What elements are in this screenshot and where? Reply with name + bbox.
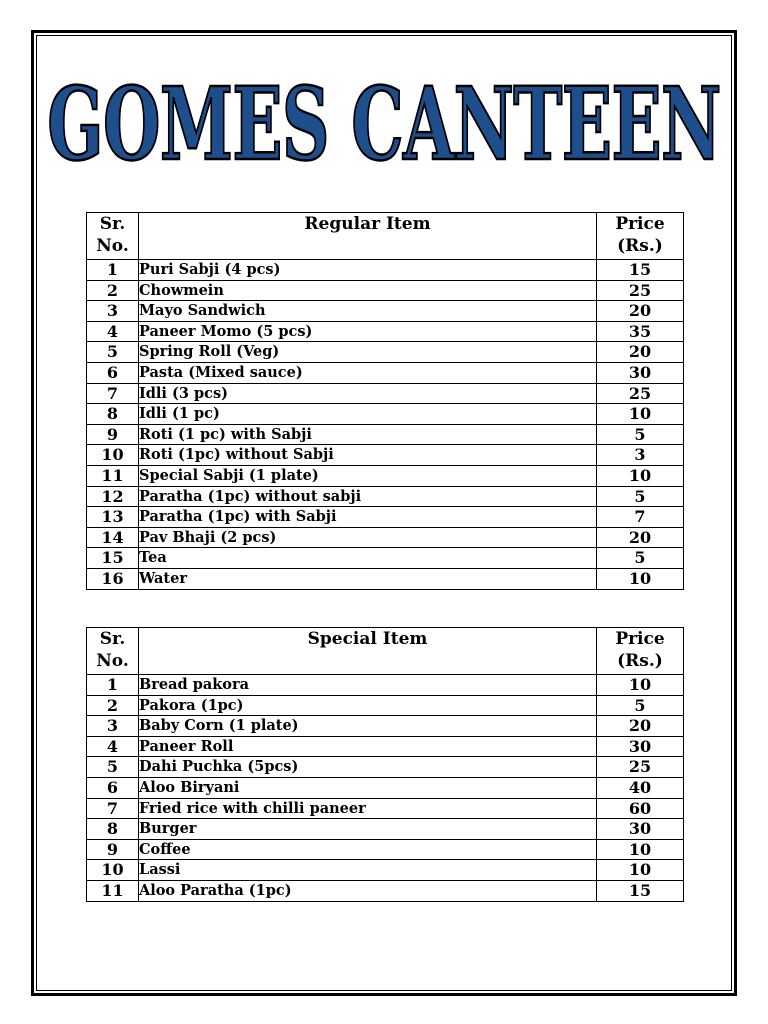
table-row bbox=[87, 819, 684, 840]
title-area bbox=[36, 70, 732, 190]
item-price: 30 bbox=[597, 819, 684, 840]
item-name: Idli (1 pc) bbox=[139, 404, 597, 425]
item-name: Paneer Momo (5 pcs) bbox=[139, 321, 597, 342]
table-row bbox=[87, 880, 684, 901]
item-name: Paratha (1pc) without sabji bbox=[139, 486, 597, 507]
row-number: 3 bbox=[87, 716, 139, 737]
item-name: Mayo Sandwich bbox=[139, 301, 597, 322]
item-name: Dahi Puchka (5pcs) bbox=[139, 757, 597, 778]
table-row bbox=[87, 342, 684, 363]
table-row bbox=[87, 839, 684, 860]
row-number: 1 bbox=[87, 260, 139, 281]
item-name: Pakora (1pc) bbox=[139, 695, 597, 716]
special-items-table bbox=[86, 627, 684, 902]
row-number: 11 bbox=[87, 465, 139, 486]
sr-no-header bbox=[87, 628, 139, 675]
item-price: 40 bbox=[597, 777, 684, 798]
item-price: 5 bbox=[597, 695, 684, 716]
item-name: Bread pakora bbox=[139, 675, 597, 696]
row-number: 4 bbox=[87, 321, 139, 342]
item-price: 35 bbox=[597, 321, 684, 342]
table-row bbox=[87, 507, 684, 528]
price-header-line1: Price bbox=[615, 214, 665, 234]
row-number: 8 bbox=[87, 819, 139, 840]
row-number: 11 bbox=[87, 880, 139, 901]
item-price: 25 bbox=[597, 757, 684, 778]
item-name: Coffee bbox=[139, 839, 597, 860]
table-row bbox=[87, 362, 684, 383]
row-number: 14 bbox=[87, 527, 139, 548]
row-number: 2 bbox=[87, 695, 139, 716]
regular-items-table bbox=[86, 212, 684, 590]
item-price: 5 bbox=[597, 548, 684, 569]
item-price: 20 bbox=[597, 342, 684, 363]
item-name: Water bbox=[139, 568, 597, 589]
table-row bbox=[87, 695, 684, 716]
item-name: Puri Sabji (4 pcs) bbox=[139, 260, 597, 281]
item-price: 60 bbox=[597, 798, 684, 819]
price-header-line2: (Rs.) bbox=[617, 651, 663, 671]
price-header-line2: (Rs.) bbox=[617, 236, 663, 256]
table-row bbox=[87, 777, 684, 798]
table-row bbox=[87, 527, 684, 548]
item-name: Paratha (1pc) with Sabji bbox=[139, 507, 597, 528]
table-row bbox=[87, 860, 684, 881]
table-row bbox=[87, 548, 684, 569]
row-number: 8 bbox=[87, 404, 139, 425]
item-name: Roti (1 pc) with Sabji bbox=[139, 424, 597, 445]
price-header-line1: Price bbox=[615, 629, 665, 649]
table-row bbox=[87, 280, 684, 301]
row-number: 12 bbox=[87, 486, 139, 507]
table-row bbox=[87, 301, 684, 322]
row-number: 10 bbox=[87, 445, 139, 466]
item-price: 20 bbox=[597, 716, 684, 737]
item-price: 3 bbox=[597, 445, 684, 466]
item-price: 10 bbox=[597, 860, 684, 881]
row-number: 9 bbox=[87, 839, 139, 860]
table-row bbox=[87, 465, 684, 486]
row-number: 5 bbox=[87, 342, 139, 363]
sr-header-line2: No. bbox=[96, 651, 129, 671]
item-price: 10 bbox=[597, 839, 684, 860]
item-name: Fried rice with chilli paneer bbox=[139, 798, 597, 819]
item-price: 30 bbox=[597, 362, 684, 383]
row-number: 2 bbox=[87, 280, 139, 301]
sr-header-line2: No. bbox=[96, 236, 129, 256]
item-price: 15 bbox=[597, 260, 684, 281]
table-row bbox=[87, 486, 684, 507]
item-price: 10 bbox=[597, 404, 684, 425]
item-price: 25 bbox=[597, 280, 684, 301]
item-name: Paneer Roll bbox=[139, 736, 597, 757]
row-number: 5 bbox=[87, 757, 139, 778]
item-name: Aloo Paratha (1pc) bbox=[139, 880, 597, 901]
item-name: Idli (3 pcs) bbox=[139, 383, 597, 404]
table-row bbox=[87, 383, 684, 404]
item-price: 10 bbox=[597, 465, 684, 486]
row-number: 7 bbox=[87, 383, 139, 404]
table-header-row bbox=[87, 628, 684, 675]
item-price: 30 bbox=[597, 736, 684, 757]
row-number: 13 bbox=[87, 507, 139, 528]
row-number: 3 bbox=[87, 301, 139, 322]
table-row bbox=[87, 321, 684, 342]
item-name: Pasta (Mixed sauce) bbox=[139, 362, 597, 383]
row-number: 6 bbox=[87, 777, 139, 798]
price-header bbox=[597, 628, 684, 675]
canteen-title: GOMES CANTEEN bbox=[47, 70, 721, 183]
row-number: 7 bbox=[87, 798, 139, 819]
item-name: Tea bbox=[139, 548, 597, 569]
table-row bbox=[87, 568, 684, 589]
row-number: 16 bbox=[87, 568, 139, 589]
item-name: Burger bbox=[139, 819, 597, 840]
special-item-header: Special Item bbox=[139, 628, 597, 675]
sr-header-line1: Sr. bbox=[99, 214, 126, 234]
item-name: Chowmein bbox=[139, 280, 597, 301]
item-price: 20 bbox=[597, 301, 684, 322]
item-name: Special Sabji (1 plate) bbox=[139, 465, 597, 486]
sr-header-line1: Sr. bbox=[99, 629, 126, 649]
row-number: 10 bbox=[87, 860, 139, 881]
item-price: 7 bbox=[597, 507, 684, 528]
item-price: 10 bbox=[597, 568, 684, 589]
row-number: 15 bbox=[87, 548, 139, 569]
table-row bbox=[87, 404, 684, 425]
item-name: Roti (1pc) without Sabji bbox=[139, 445, 597, 466]
table-header-row bbox=[87, 213, 684, 260]
regular-items-body bbox=[87, 260, 684, 590]
item-name: Spring Roll (Veg) bbox=[139, 342, 597, 363]
item-name: Lassi bbox=[139, 860, 597, 881]
row-number: 4 bbox=[87, 736, 139, 757]
table-row bbox=[87, 798, 684, 819]
row-number: 6 bbox=[87, 362, 139, 383]
table-row bbox=[87, 260, 684, 281]
item-price: 15 bbox=[597, 880, 684, 901]
special-items-body bbox=[87, 675, 684, 902]
item-name: Pav Bhaji (2 pcs) bbox=[139, 527, 597, 548]
table-row bbox=[87, 736, 684, 757]
table-row bbox=[87, 445, 684, 466]
item-price: 25 bbox=[597, 383, 684, 404]
regular-item-header: Regular Item bbox=[139, 213, 597, 260]
table-row bbox=[87, 716, 684, 737]
item-price: 5 bbox=[597, 486, 684, 507]
item-name: Aloo Biryani bbox=[139, 777, 597, 798]
sr-no-header bbox=[87, 213, 139, 260]
item-price: 10 bbox=[597, 675, 684, 696]
table-row bbox=[87, 424, 684, 445]
table-row bbox=[87, 757, 684, 778]
table-row bbox=[87, 675, 684, 696]
row-number: 1 bbox=[87, 675, 139, 696]
row-number: 9 bbox=[87, 424, 139, 445]
item-price: 5 bbox=[597, 424, 684, 445]
item-name: Baby Corn (1 plate) bbox=[139, 716, 597, 737]
item-price: 20 bbox=[597, 527, 684, 548]
price-header bbox=[597, 213, 684, 260]
